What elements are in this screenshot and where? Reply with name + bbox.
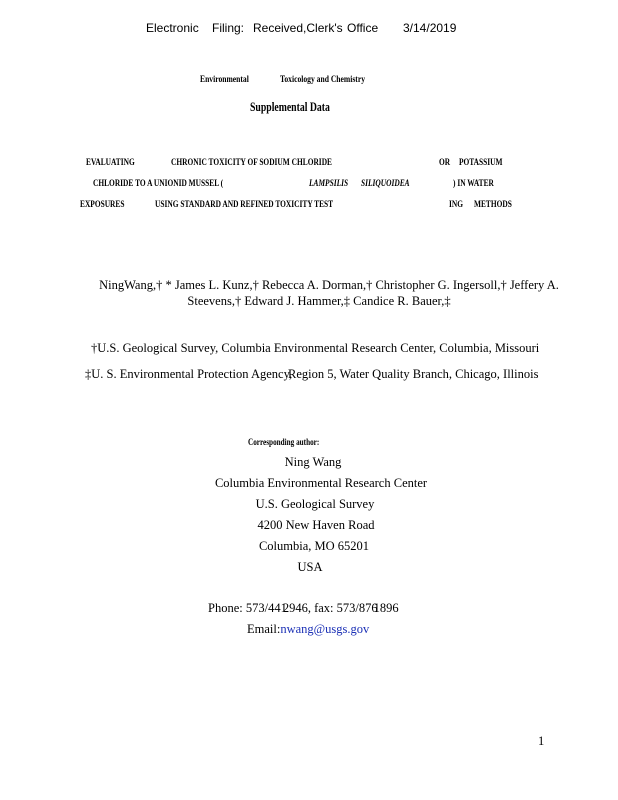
corresponding-phone [208,601,399,616]
corresponding-city: Columbia, MO 65201 [258,539,370,553]
title-line2-d: ) IN WATER [453,179,494,189]
corresponding-email [247,622,369,637]
corresponding-author-label: Corresponding author: [248,437,320,447]
journal-word-toxicology: Toxicology and Chemistry [280,75,366,85]
page-number: 1 [538,734,545,748]
title-line3-b: USING STANDARD AND REFINED TOXICITY TEST [155,200,334,210]
title-line1-d: POTASSIUM [459,158,503,168]
filing-header-received: Received,Clerk's [253,21,343,35]
title-line2-c: SILIQUOIDEA [361,179,410,189]
title-line2-b: LAMPSILIS [309,179,349,189]
affiliation-epa-a: ‡U. S. Environmental Protection Agency, [85,367,293,381]
corresponding-org: Columbia Environmental Research Center [214,476,428,490]
corresponding-name: Ning Wang [284,455,342,469]
filing-header-office: Office [347,21,379,35]
title-line3-a: EXPOSURES [80,200,125,210]
authors-line2: Steevens,† Edward J. Hammer,‡ Candice R. Bauer,‡ [187,294,451,308]
filing-header-date: 3/14/2019 [403,21,457,35]
email-link[interactable]: nwang@usgs.gov [280,622,370,636]
authors-line1: NingWang,† * James L. Kunz,† Rebecca A. Dorman,† Christopher G. Ingersoll,† Jeffery A. [99,278,559,292]
affiliation-epa-b: Region 5, Water Quality Branch, Chicago, Illinois [288,367,539,381]
supplemental-data-heading: Supplemental Data [250,100,330,114]
filing-header-filing: Filing: [212,21,245,35]
filing-header-electronic: Electronic [146,21,199,35]
corresponding-street: 4200 New Haven Road [257,518,375,532]
title-line1-c: OR [439,158,451,168]
title-line1-b: CHRONIC TOXICITY OF SODIUM CHLORIDE [171,158,332,168]
title-line3-c: ING [449,200,464,210]
journal-word-environmental: Environmental [200,75,249,85]
corresponding-country: USA [297,560,323,574]
title-line1-a: EVALUATING [86,158,135,168]
affiliation-usgs: †U.S. Geological Survey, Columbia Environmental Research Center, Columbia, Missouri [91,341,540,355]
email-label: Email: [247,622,281,636]
phone-part-c: 1896 [373,601,399,615]
title-line2-a: CHLORIDE TO A UNIONID MUSSEL ( [93,179,224,189]
corresponding-agency: U.S. Geological Survey [255,497,375,511]
phone-part-b: 2946, fax: 573/876 [282,601,378,615]
phone-part-a: Phone: 573/441 [208,601,287,615]
title-line3-d: METHODS [474,200,512,210]
